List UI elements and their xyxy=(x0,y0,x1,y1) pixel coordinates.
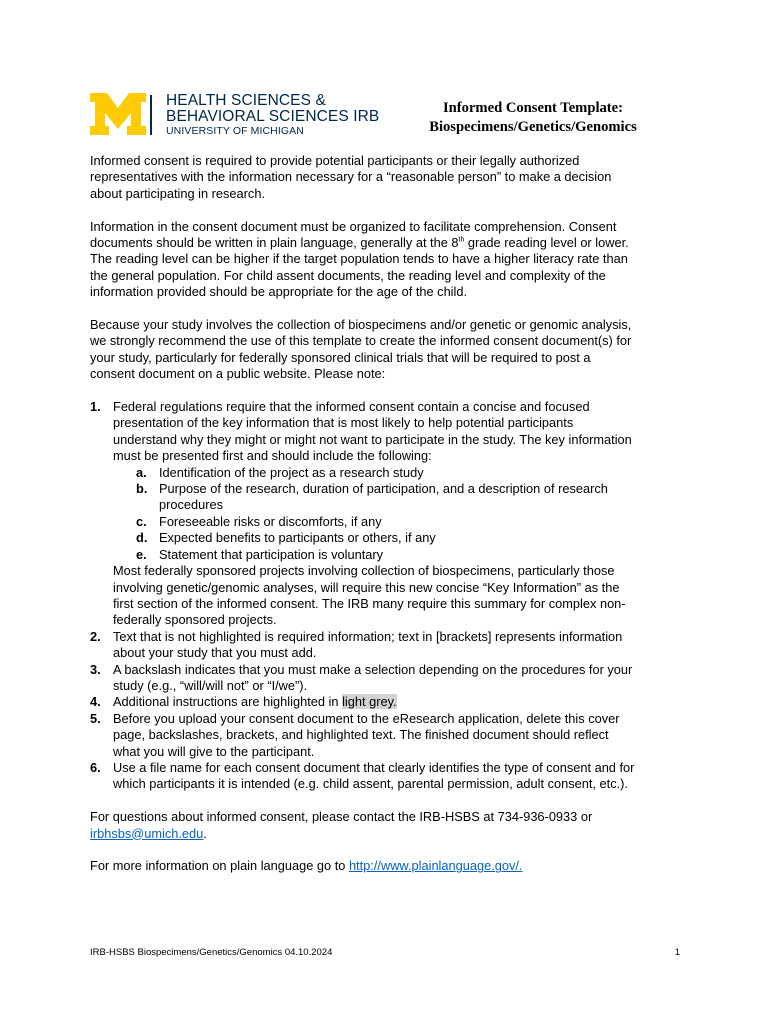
intro-paragraph-2 xyxy=(90,219,685,301)
list-number: 1. xyxy=(90,399,101,415)
umich-irb-logo xyxy=(90,93,380,137)
intro-paragraph-3 xyxy=(90,317,685,383)
text-segment: Additional instructions are highlighted in xyxy=(113,694,343,710)
page-number: 1 xyxy=(674,947,680,958)
text-line: Expected benefits to participants or others, if any xyxy=(159,530,436,546)
text-line: what you will give to the participant. xyxy=(113,743,315,759)
text-line: Use a file name for each consent document that clearly identifies the type of consent and for xyxy=(113,759,635,775)
text-line: about participating in research. xyxy=(90,185,265,201)
block-m-icon xyxy=(90,93,146,135)
text-line xyxy=(90,826,685,842)
text-line: must be presented first and should include the following: xyxy=(113,448,432,464)
text-line: Foreseeable risks or discomforts, if any xyxy=(159,513,382,529)
text-line: Text that is not highlighted is required information; text in [brackets] represents information xyxy=(113,628,623,644)
sublist-item-c xyxy=(113,514,685,530)
irb-email-link[interactable]: irbhsbs@umich.edu xyxy=(90,825,204,841)
document-title xyxy=(408,99,658,137)
logo-divider xyxy=(150,95,152,135)
text-segment: . xyxy=(203,825,207,841)
text-line: Federal regulations require that the informed consent contain a concise and focused xyxy=(113,399,590,415)
sublist-letter: e. xyxy=(136,546,147,562)
sublist-item-e xyxy=(113,547,685,563)
footer-document-id: IRB-HSBS Biospecimens/Genetics/Genomics 04.10.2024 xyxy=(90,947,333,958)
list-item-6 xyxy=(90,760,685,793)
plain-language-paragraph xyxy=(90,858,685,874)
contact-paragraph xyxy=(90,809,685,842)
sublist-letter: b. xyxy=(136,481,148,497)
text-line xyxy=(90,858,685,874)
text-line: federally sponsored projects. xyxy=(113,612,277,628)
text-line: procedures xyxy=(159,497,224,513)
text-line: Information in the consent document must be organized to facilitate comprehension. Consent xyxy=(90,218,617,234)
text-line: Identification of the project as a research study xyxy=(159,464,424,480)
instructions-list xyxy=(90,399,685,793)
text-line: study (e.g., “will/will not” or “I/we”). xyxy=(113,677,308,693)
text-line: For questions about informed consent, please contact the IRB-HSBS at 734-936-0933 or xyxy=(90,809,593,825)
list-item-3 xyxy=(90,662,685,695)
list-item-4 xyxy=(90,694,685,710)
text-line: Because your study involves the collection of biospecimens and/or genetic or genomic analysis, xyxy=(90,317,632,333)
text-line: Statement that participation is voluntary xyxy=(159,546,384,562)
text-line: first section of the informed consent. The IRB many require this summary for complex non- xyxy=(113,595,626,611)
text-line: Informed consent is required to provide potential participants or their legally authorized xyxy=(90,153,580,168)
sublist-letter: c. xyxy=(136,513,147,529)
text-line: page, backslashes, brackets, and highlighted text. The finished document should reflect xyxy=(113,727,609,743)
logo-line-1: HEALTH SCIENCES & xyxy=(166,92,326,109)
logo-line-2: BEHAVIORAL SCIENCES IRB xyxy=(166,108,380,125)
text-segment: documents should be written in plain language, generally at the 8 xyxy=(90,235,459,251)
text-line xyxy=(113,694,685,710)
key-information-sublist xyxy=(113,465,685,563)
text-line: about your study that you must add. xyxy=(113,645,317,661)
document-body xyxy=(90,153,685,891)
plain-language-link[interactable]: http://www.plainlanguage.gov/. xyxy=(348,858,523,874)
list-number: 4. xyxy=(90,694,101,710)
title-line-2: Biospecimens/Genetics/Genomics xyxy=(429,119,637,135)
superscript: th xyxy=(458,236,465,244)
text-line xyxy=(90,235,685,251)
text-line: presentation of the key information that is most likely to help potential participants xyxy=(113,415,574,431)
list-item-1 xyxy=(90,399,685,629)
text-line: The reading level can be higher if the target population tends to have a higher literacy rate than xyxy=(90,251,628,267)
sublist-letter: a. xyxy=(136,464,147,480)
text-line: Most federally sponsored projects involving collection of biospecimens, particularly those xyxy=(113,563,615,579)
text-line: Purpose of the research, duration of participation, and a description of research xyxy=(159,481,608,497)
list-item-2 xyxy=(90,629,685,662)
text-line: we strongly recommend the use of this template to create the informed consent document(s) for xyxy=(90,333,632,349)
title-line-1: Informed Consent Template: xyxy=(443,100,623,116)
text-line: your study, particularly for federally sponsored clinical trials that will be required to post a xyxy=(90,349,591,365)
text-segment: For more information on plain language go to xyxy=(90,858,349,874)
sublist-letter: d. xyxy=(136,530,148,546)
text-line: understand why they might or might not want to participate in the study. The key information xyxy=(113,431,632,447)
intro-paragraph-1 xyxy=(90,153,685,202)
text-line: consent document on a public website. Please note: xyxy=(90,366,386,382)
text-segment: grade reading level or lower. xyxy=(464,235,629,251)
sublist-item-b xyxy=(113,481,685,514)
grey-highlight-sample: light grey. xyxy=(342,694,397,710)
list-item-5 xyxy=(90,711,685,760)
list-number: 3. xyxy=(90,661,101,677)
text-line: information provided should be appropriate for the age of the child. xyxy=(90,284,468,300)
text-line: which participants it is intended (e.g. child assent, parental permission, adult consent, etc.). xyxy=(113,776,628,792)
list-number: 6. xyxy=(90,759,101,775)
text-line: representatives with the information necessary for a “reasonable person” to make a decision xyxy=(90,169,612,185)
list-number: 2. xyxy=(90,628,101,644)
text-line: involving genetic/genomic analyses, will require this new concise “Key Information” as the xyxy=(113,579,620,595)
logo-wordmark xyxy=(166,93,379,137)
sublist-item-d xyxy=(113,530,685,546)
logo-line-3: UNIVERSITY OF MICHIGAN xyxy=(166,125,304,137)
text-line: A backslash indicates that you must make a selection depending on the procedures for your xyxy=(113,661,633,677)
sublist-item-a xyxy=(113,465,685,481)
text-line: the general population. For child assent documents, the reading level and complexity of the xyxy=(90,267,606,283)
list-number: 5. xyxy=(90,710,101,726)
text-line: Before you upload your consent document to the eResearch application, delete this cover xyxy=(113,710,620,726)
